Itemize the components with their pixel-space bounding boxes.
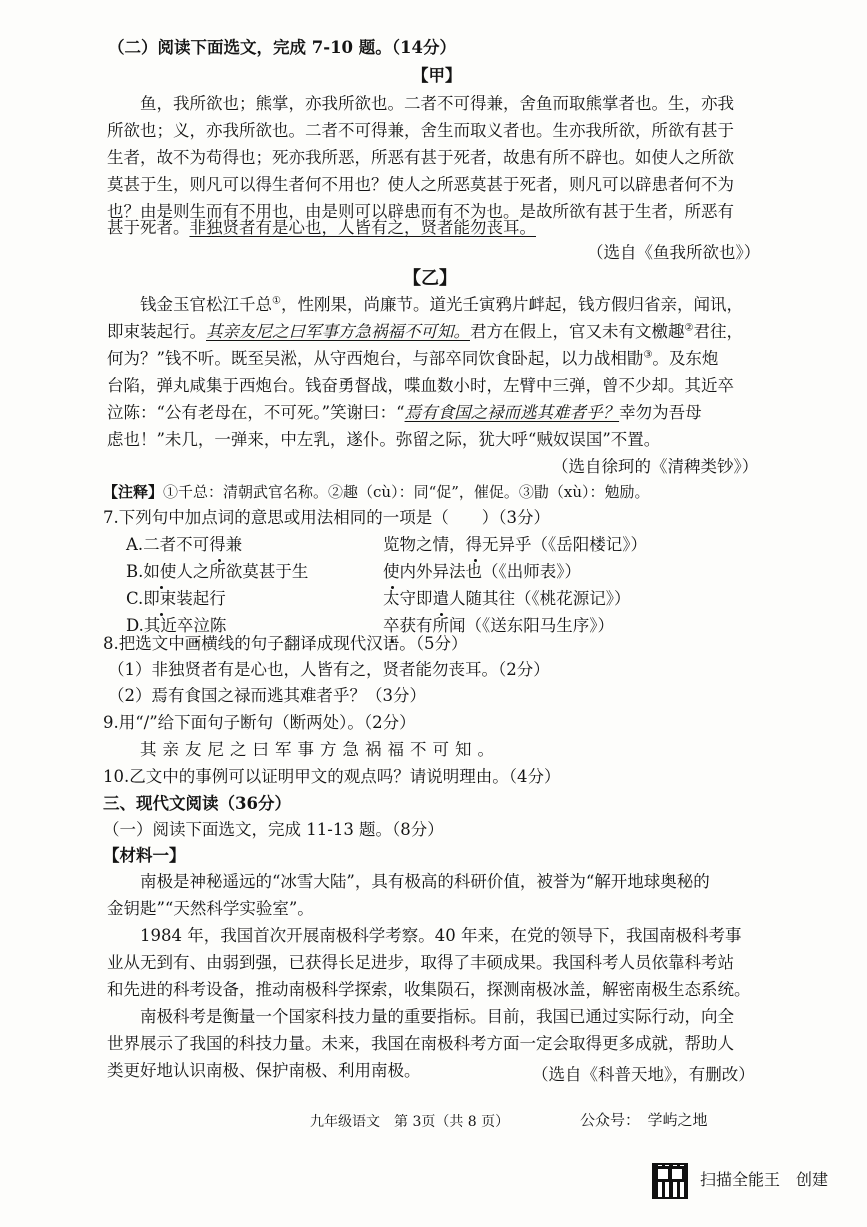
material-line-6: 南极科考是衡量一个国家科技力量的重要指标。目前，我国已通过实际行动，向全 <box>140 1007 734 1026</box>
emphasis-dot <box>440 613 443 616</box>
emphasis-dot <box>391 586 394 589</box>
section3-title: 三、现代文阅读（36分） <box>103 794 291 813</box>
q7-option-a: A.二者不可得兼 <box>126 535 243 554</box>
note-ref-3: ③ <box>643 349 653 361</box>
jia-underlined-sentence: 非独贤者有是心也，人皆有之，贤者能勿丧耳。 <box>189 218 536 237</box>
annotation <box>103 480 650 504</box>
q7-option-c: C.即束装起行 <box>126 589 226 608</box>
q9-sentence: 其亲友尼之曰军事方急祸福不可知。 <box>140 740 500 759</box>
q7-option-d-compare: 卒获有所闻（《送东阳马生序》） <box>383 616 614 635</box>
q9-stem: 9.用“/”给下面句子断句（断两处）。（2分） <box>103 713 416 732</box>
jia-line-1: 鱼，我所欲也；熊掌，亦我所欲也。二者不可得兼，舍鱼而取熊掌者也。生，亦我 <box>140 94 734 113</box>
annotation-label: 【注释】 <box>103 483 164 501</box>
note-ref-1: ① <box>272 295 281 307</box>
yi-line-4: 台陷，弹丸咸集于西炮台。钱奋勇督战，喋血数小时，左臂中三弹，曾不少却。其近卒 <box>107 376 734 395</box>
yi-line-5b: 幸勿为吾母 <box>619 403 702 422</box>
jia-title: 【甲】 <box>412 66 462 85</box>
yi-line-2c: 君往， <box>693 322 743 341</box>
yi-line-2a: 即束装起行。 <box>107 322 206 341</box>
q8-stem: 8.把选文中画横线的句子翻译成现代汉语。（5分） <box>103 634 468 653</box>
yi-line-5 <box>107 401 702 425</box>
yi-line-5a: 泣陈：“公有老母在，不可死。”笑谢曰：“ <box>107 403 405 422</box>
annotation-text: ①千总：清朝武官名称。②趣（cù）：同“促”，催促。③勖（xù）：勉励。 <box>163 483 650 501</box>
yi-title: 【乙】 <box>403 268 457 289</box>
note-ref-2: ② <box>684 322 694 334</box>
yi-line-2b: 君方在假上，官又未有文檄趣 <box>470 322 685 341</box>
yi-source: （选自徐珂的《清稗类钞》） <box>552 457 759 476</box>
material-line-3: 1984 年，我国首次开展南极科学考察。40 年来，在党的领导下，我国南极科考事 <box>140 926 742 945</box>
q7-option-b: B.如使人之所欲莫甚于生 <box>126 562 309 581</box>
material-line-8: 类更好地认识南极、保护南极、利用南极。 <box>107 1061 421 1080</box>
material-line-7: 世界展示了我国的科技力量。未来，我国在南极科考方面一定会取得更多成就，帮助人 <box>107 1034 734 1053</box>
emphasis-dot <box>160 613 163 616</box>
jia-source: （选自《鱼我所欲也》） <box>587 243 761 262</box>
jia-line-2: 所欲也；义，亦我所欲也。二者不可得兼，舍生而取义者也。生亦我所欲，所欲有甚于 <box>107 121 734 140</box>
yi-line-3 <box>107 347 718 371</box>
wechat-account: 公众号： 学屿之地 <box>580 1111 708 1129</box>
q8-sub-2: （2）焉有食国之禄而逃其难者乎？（3分） <box>108 686 426 705</box>
material-source: （选自《科普天地》，有删改） <box>532 1065 755 1084</box>
yi-underlined-sentence-2: 焉有食国之禄而逃其难者乎？ <box>404 403 620 422</box>
jia-line-6 <box>107 216 536 240</box>
emphasis-dot <box>160 586 163 589</box>
material-line-2: 金钥匙”“天然科学实验室”。 <box>107 899 314 918</box>
material-line-4: 业从无到有、由弱到强，已获得长足进步，取得了丰硕成果。我国科考人员依靠科考站 <box>107 953 734 972</box>
yi-line-1a: 钱金玉官松江千总 <box>140 295 272 314</box>
yi-line-2 <box>107 320 743 344</box>
page-footer: 九年级语文 第 3页（共 8 页） <box>310 1114 510 1130</box>
jia-line-4: 莫甚于生，则凡可以得生者何不用也？使人之所恶莫甚于死者，则凡可以辟患者何不为 <box>107 175 734 194</box>
yi-line-1b: ，性刚果，尚廉节。道光壬寅鸦片衅起，钱方假归省亲，闻讯， <box>280 295 743 314</box>
qr-code-icon <box>652 1163 688 1199</box>
material-line-5: 和先进的科考设备，推动南极科学探索，收集陨石，探测南极冰盖，解密南极生态系统。 <box>107 980 751 999</box>
yi-line-3b: 。及东炮 <box>652 349 719 368</box>
q7-option-d: D.其近卒泣陈 <box>126 616 227 635</box>
q7-option-c-compare: 太守即遣人随其往（《桃花源记》） <box>383 589 631 608</box>
q7-option-a-compare: 览物之情，得无异乎（《岳阳楼记》） <box>383 535 647 554</box>
yi-line-1 <box>140 293 743 317</box>
yi-line-6: 虑也！”未几，一弹来，中左乳，遂仆。弥留之际，犹大呼“贼奴误国”不置。 <box>107 430 661 449</box>
emphasis-dot <box>474 559 477 562</box>
jia-last-plain: 甚于死者。 <box>107 218 190 237</box>
q8-sub-1: （1）非独贤者有是心也，人皆有之，贤者能勿丧耳。（2分） <box>108 660 550 679</box>
yi-underlined-sentence-1: 其亲友尼之曰军事方急祸福不可知。 <box>206 322 470 341</box>
q7-stem: 7.下列句中加点词的意思或用法相同的一项是（ ）（3分） <box>103 508 550 527</box>
jia-line-5: 也？由是则生而有不用也，由是则可以辟患而有不为也。是故所欲有甚于生者，所恶有 <box>107 202 734 221</box>
section3-intro: （一）阅读下面选文，完成 11-13 题。（8分） <box>103 820 444 839</box>
yi-line-3a: 何为？”钱不听。既至吴淞，从守西炮台，与部卒同饮食卧起，以力战相勖 <box>107 349 644 368</box>
material-label: 【材料一】 <box>103 846 186 865</box>
scanner-watermark: 扫描全能王 创建 <box>700 1170 829 1189</box>
emphasis-dot <box>218 559 221 562</box>
material-line-1: 南极是神秘遥远的“冰雪大陆”，具有极高的科研价值，被誉为“解开地球奥秘的 <box>140 872 710 891</box>
jia-line-3: 生者，故不为苟得也；死亦我所恶，所恶有甚于死者，故患有所不辟也。如使人之所欲 <box>107 148 734 167</box>
q10-stem: 10.乙文中的事例可以证明甲文的观点吗？请说明理由。（4分） <box>103 767 561 786</box>
q7-option-b-compare: 使内外异法也（《出师表》） <box>383 562 581 581</box>
section2-intro: （二）阅读下面选文，完成 7-10 题。（14分） <box>108 38 456 57</box>
